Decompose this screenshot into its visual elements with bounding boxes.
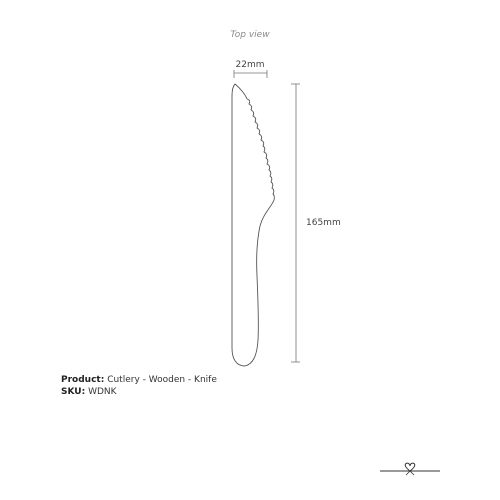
length-dimension-label: 165mm [306, 218, 341, 228]
product-row [61, 374, 217, 386]
sku-value: WDNK [88, 387, 117, 397]
width-dimension-bracket [234, 70, 267, 78]
knife-outline [232, 84, 274, 366]
length-dimension-bracket [291, 84, 300, 362]
heart-knot-icon [380, 460, 440, 476]
width-dimension-label: 22mm [235, 60, 265, 70]
product-value: Cutlery - Wooden - Knife [107, 375, 217, 385]
sku-row [61, 386, 217, 398]
view-label: Top view [230, 30, 270, 40]
sku-key: SKU: [61, 387, 86, 397]
product-key: Product: [61, 375, 105, 385]
product-info [61, 374, 217, 398]
